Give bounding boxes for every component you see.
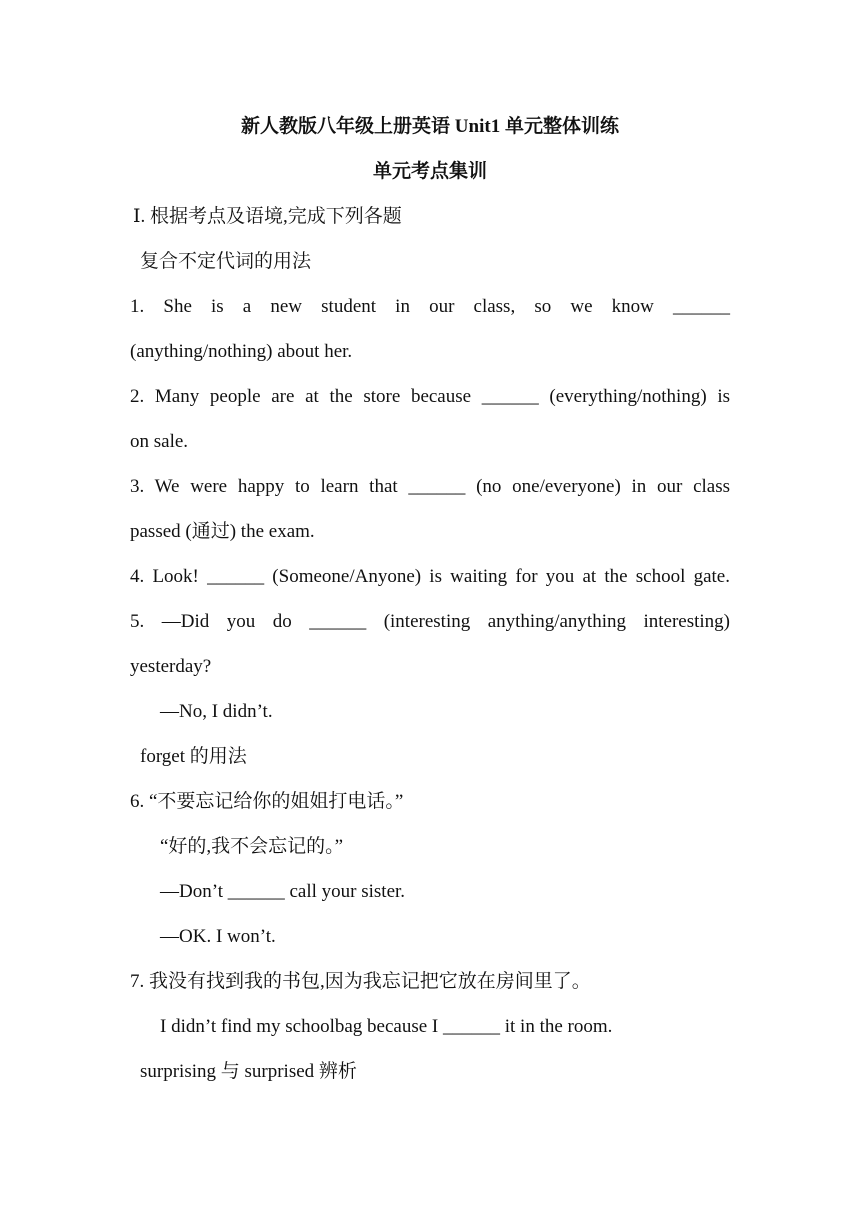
document-title: 新人教版八年级上册英语 Unit1 单元整体训练 (241, 116, 619, 137)
question-6-line-4: —OK. I won’t. (160, 926, 276, 947)
question-7-line-1: 7. 我没有找到我的书包,因为我忘记把它放在房间里了。 (130, 971, 591, 992)
section-heading: Ⅰ. 根据考点及语境,完成下列各题 (133, 206, 402, 227)
question-6-line-1: 6. “不要忘记给你的姐姐打电话。” (130, 791, 404, 812)
document-subtitle: 单元考点集训 (372, 161, 487, 182)
question-3-line-2: passed (通过) the exam. (130, 521, 315, 542)
question-6-line-2: “好的,我不会忘记的。” (160, 836, 344, 857)
question-1-line-2: (anything/nothing) about her. (130, 341, 353, 362)
topic-compound-pronouns: 复合不定代词的用法 (140, 251, 312, 272)
question-1-line-1: 1. She is a new student in our class, so we know ______ (130, 296, 730, 317)
question-5-line-2: yesterday? (130, 656, 212, 677)
question-4-line-1: 4. Look! ______ (Someone/Anyone) is waiting for you at the school gate. (130, 566, 730, 587)
question-3-line-1: 3. We were happy to learn that ______ (no one/everyone) in our class (130, 476, 730, 497)
question-5-line-1: 5. —Did you do ______ (interesting anything/anything interesting) (130, 611, 730, 632)
question-6-line-3: —Don’t ______ call your sister. (160, 881, 406, 902)
question-5-line-3: —No, I didn’t. (160, 701, 273, 722)
question-7-line-2: I didn’t find my schoolbag because I ______ it in the room. (160, 1016, 613, 1037)
topic-forget: forget 的用法 (140, 746, 247, 767)
question-2-line-1: 2. Many people are at the store because ______ (everything/nothing) is (130, 386, 730, 407)
question-2-line-2: on sale. (130, 431, 189, 452)
topic-surprising-surprised: surprising 与 surprised 辨析 (140, 1061, 357, 1082)
